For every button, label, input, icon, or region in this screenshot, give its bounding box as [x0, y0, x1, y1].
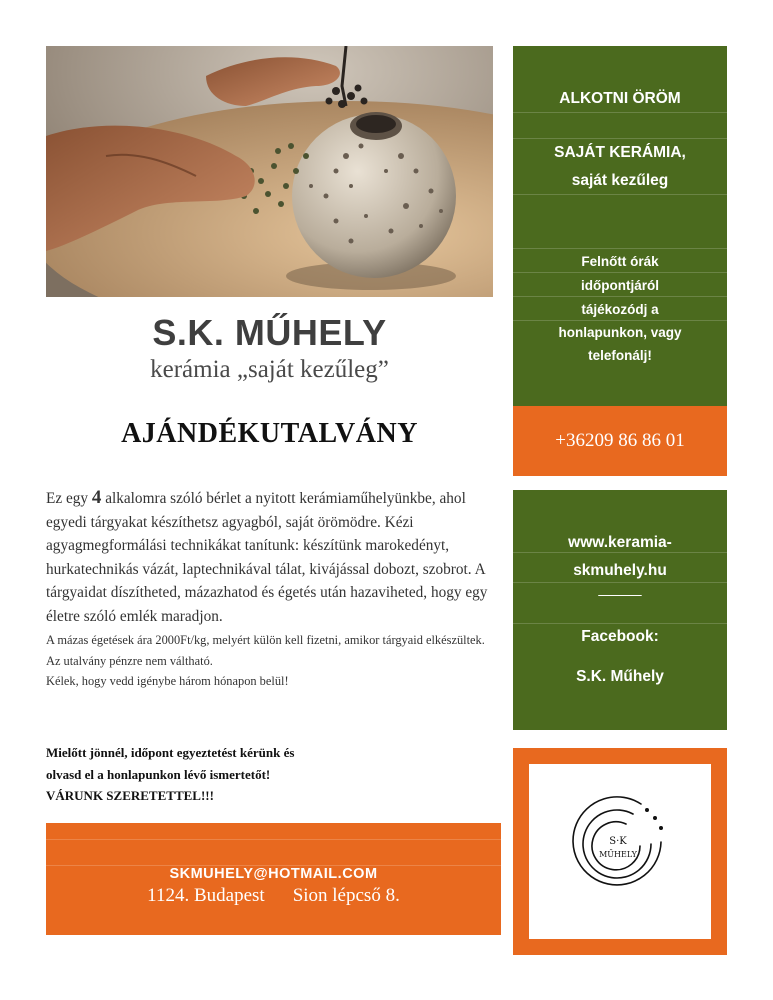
- pottery-photo: [46, 46, 493, 297]
- notes-block: [46, 630, 501, 692]
- pottery-photo-illustration: [46, 46, 493, 297]
- closing-line-3: VÁRUNK SZERETETTEL!!!: [46, 788, 214, 803]
- closing-line-1: Mielőtt jönnél, időpont egyeztetést kérünk és: [46, 745, 295, 760]
- own-ceramic-line: SAJÁT KERÁMIA,: [554, 144, 686, 161]
- logo-frame: [513, 748, 727, 955]
- info-line-3: tájékozódj a: [581, 302, 659, 317]
- logo-text-sk: S·K: [609, 836, 627, 847]
- facebook-name[interactable]: S.K. Műhely: [576, 668, 664, 685]
- sk-muhely-logo: [529, 764, 711, 939]
- postal-address: [46, 885, 501, 907]
- info-panel-bottom: [513, 490, 727, 730]
- info-line-1: Felnőtt órák: [581, 254, 659, 269]
- note-validity: Kélek, hogy vedd igénybe három hónapon belül!: [46, 674, 289, 688]
- info-panel-top: [513, 46, 727, 406]
- brand-title: S.K. MŰHELY: [152, 312, 387, 353]
- intro-number: 4: [91, 487, 102, 508]
- note-price: A mázas égetések ára 2000Ft/kg, melyért külön kell fizetni, amikor tárgyaid elkészültek.: [46, 633, 485, 647]
- intro-after: alkalomra szóló bérlet a nyitott kerámiaműhelyünkbe, ahol egyedi tárgyakat készíthetsz agyagból, saját örömödre. Kézi agyagmegformálási technikákat tanítunk: készítünk marokedényt, hurkatechnikás vázát, laptechnikával tálat, kivájással dobozt, szobrot. A tárgyaidat díszítheted, mázazhatod és égetés után hazaviheted, hogy egy életre szóló emlék maradjon.: [46, 490, 488, 625]
- note-no-cash: Az utalvány pénzre nem váltható.: [46, 653, 213, 668]
- divider-line: _____: [598, 580, 642, 597]
- website-line-1[interactable]: www.keramia-: [568, 534, 672, 551]
- email-address[interactable]: SKMUHELY@HOTMAIL.COM: [169, 866, 378, 882]
- phone-number[interactable]: +36209 86 86 01: [513, 406, 727, 476]
- info-line-4: honlapunkon, vagy: [558, 325, 682, 340]
- website-line-2[interactable]: skmuhely.hu: [573, 562, 667, 579]
- logo-box: [529, 764, 711, 939]
- closing-block: [46, 742, 501, 807]
- facebook-label: Facebook:: [581, 628, 659, 645]
- intro-paragraph: [46, 486, 501, 629]
- motto-line: ALKOTNI ÖRÖM: [559, 90, 681, 107]
- address-city: 1124. Budapest: [147, 885, 265, 906]
- address-street: Sion lépcső 8.: [292, 885, 400, 906]
- own-hands-line: saját kezűleg: [571, 172, 669, 189]
- info-line-2: időpontjáról: [581, 278, 659, 293]
- contact-bar: [46, 823, 501, 935]
- intro-before: Ez egy: [46, 490, 92, 507]
- closing-line-2: olvasd el a honlapunkon lévő ismertetőt!: [46, 766, 271, 782]
- logo-text-muhely: MŰHELY: [599, 850, 637, 859]
- voucher-title: AJÁNDÉKUTALVÁNY: [121, 418, 418, 449]
- brand-tagline: kerámia „saját kezűleg”: [150, 356, 389, 383]
- info-line-5: telefonálj!: [588, 348, 652, 363]
